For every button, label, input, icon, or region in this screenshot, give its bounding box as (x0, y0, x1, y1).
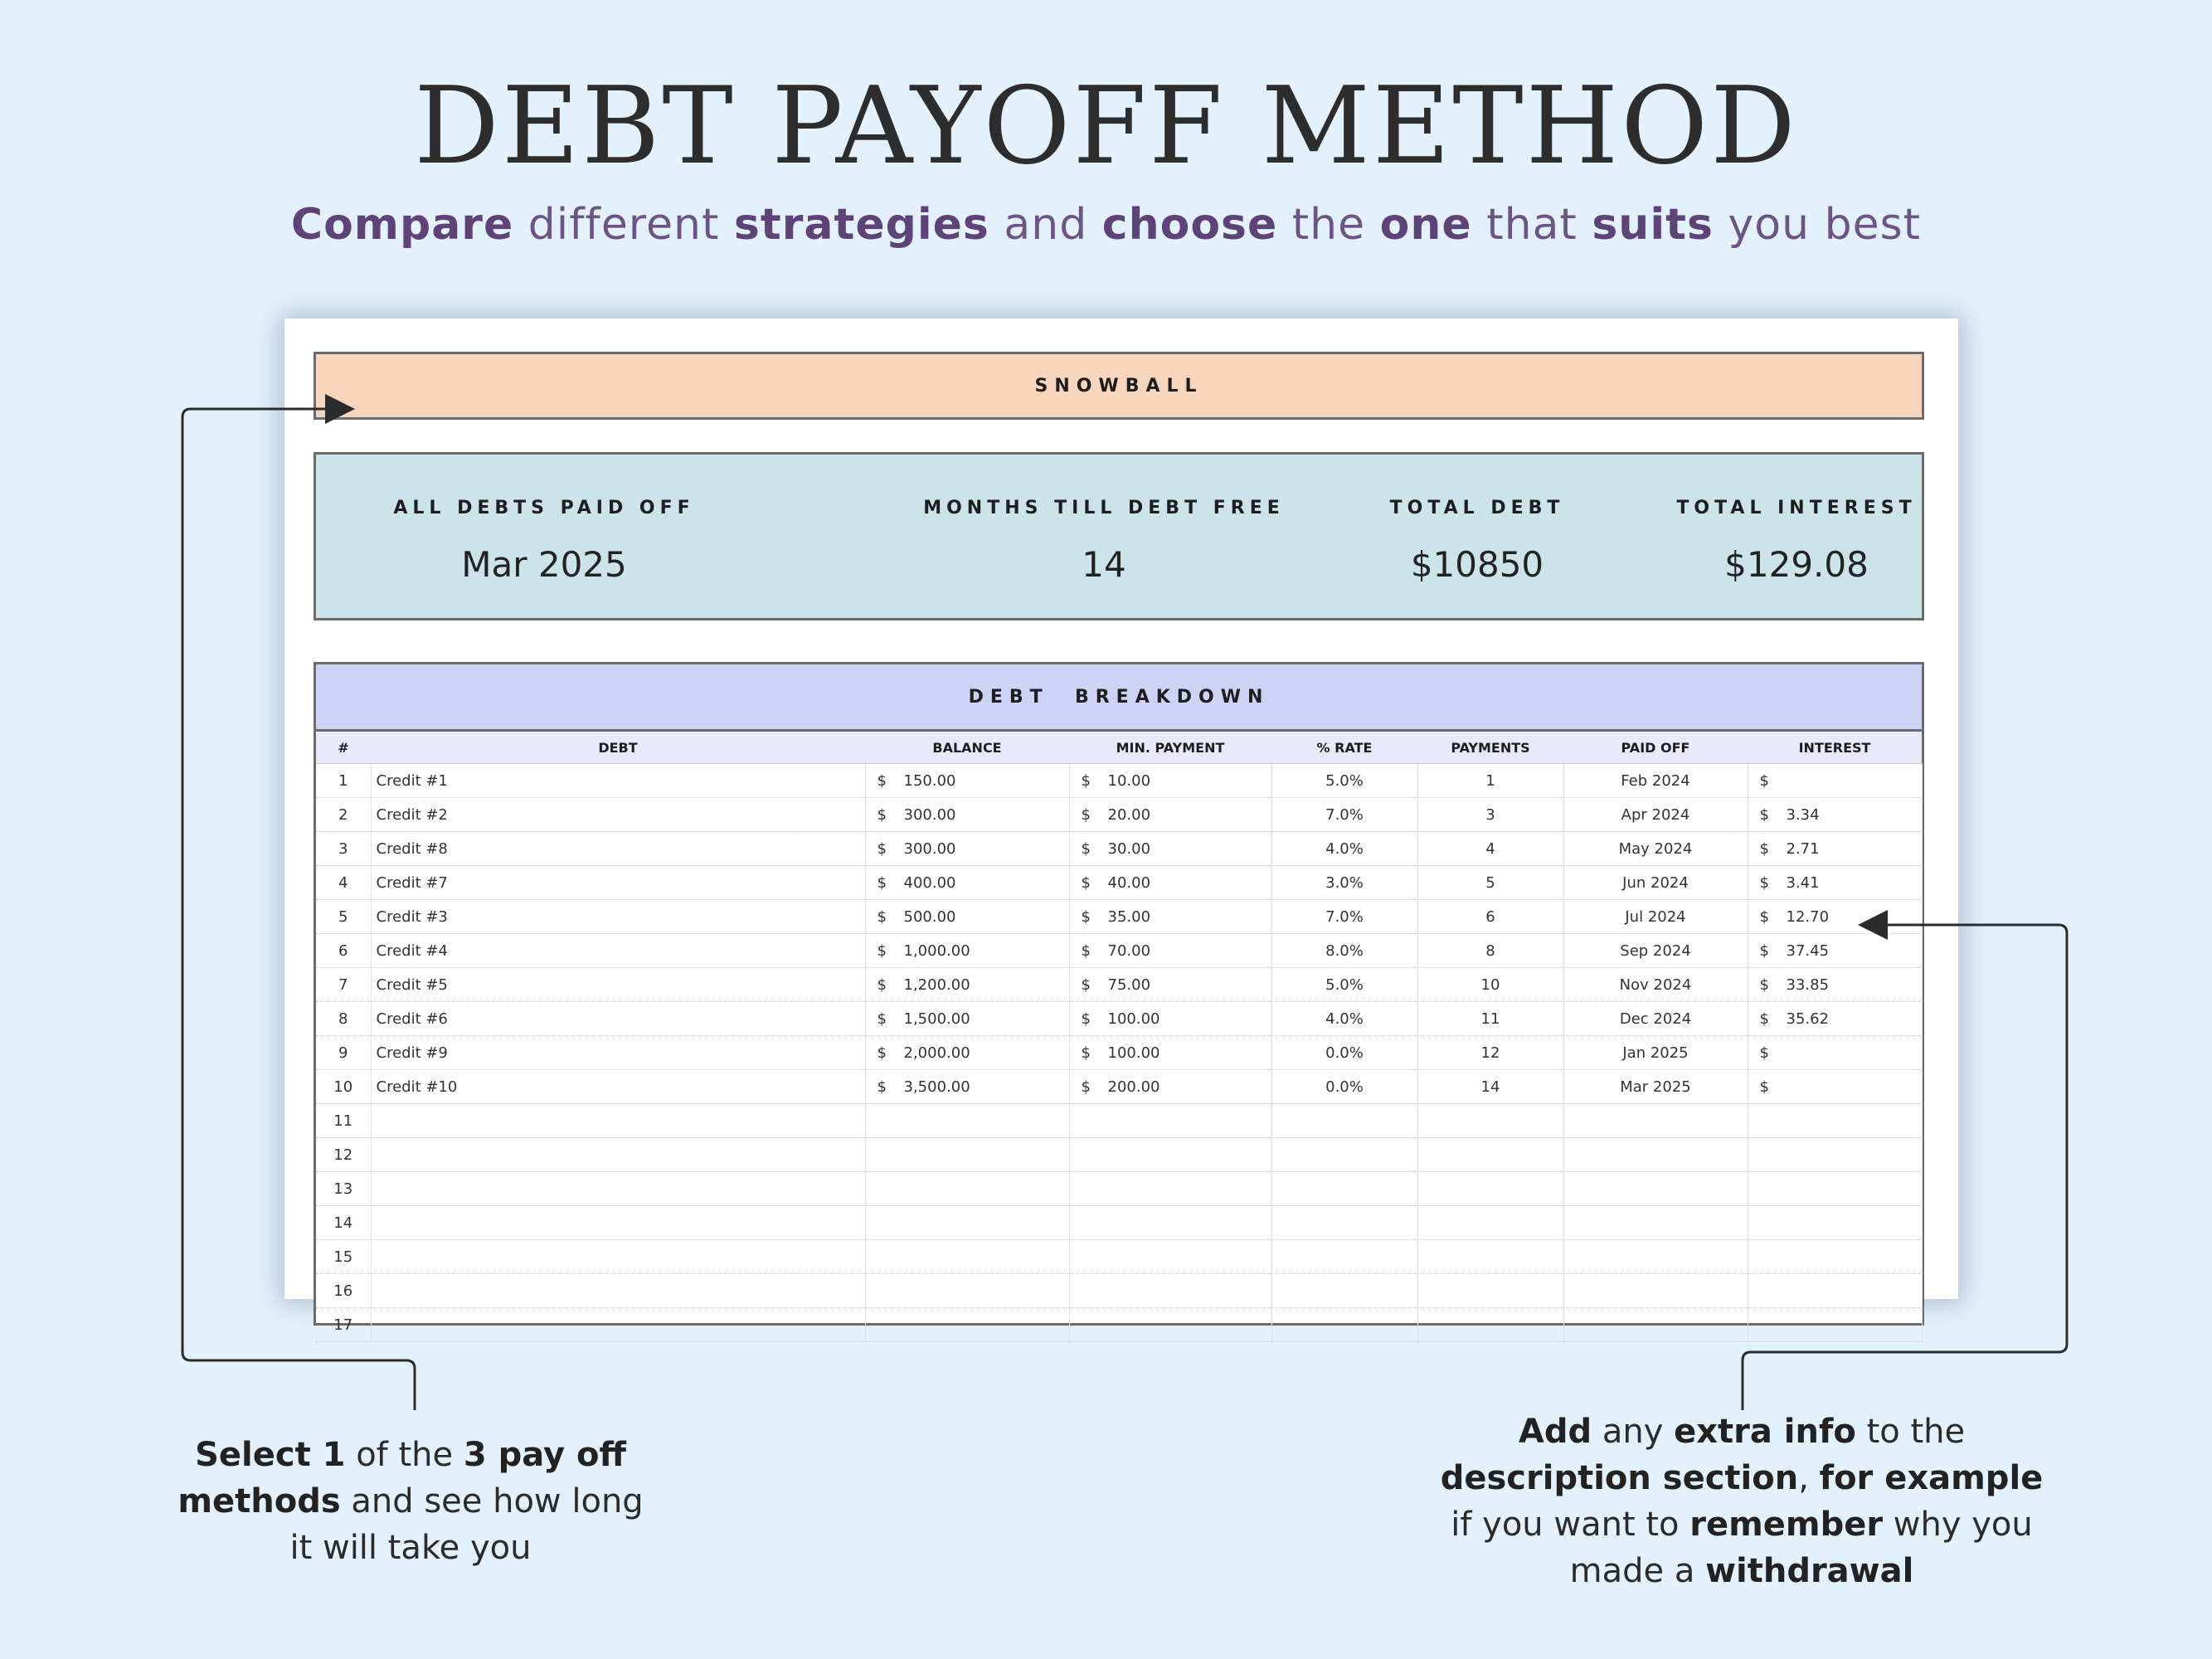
cell-value: 500.00 (903, 907, 956, 926)
cell-debt[interactable]: Credit #8 (371, 832, 865, 866)
currency-symbol: $ (877, 1044, 887, 1062)
cell-rate[interactable]: 4.0% (1271, 832, 1417, 866)
currency-symbol: $ (1081, 1078, 1091, 1096)
cell-payments[interactable]: 3 (1417, 798, 1563, 832)
cell-payments[interactable]: 11 (1417, 1002, 1563, 1036)
cell-value: 10.00 (1107, 771, 1151, 790)
text-segment: different (513, 200, 734, 250)
cell-paid-off[interactable]: Jun 2024 (1563, 866, 1748, 900)
cell-row-number[interactable]: 2 (316, 798, 371, 832)
summary-label: ALL DEBTS PAID OFF (393, 498, 695, 518)
text-segment: that (1471, 200, 1592, 250)
cell-row-number[interactable]: 6 (316, 934, 371, 968)
cell-debt[interactable]: Credit #2 (371, 798, 865, 832)
cell-payments[interactable]: 10 (1417, 968, 1563, 1002)
cell-debt[interactable]: Credit #3 (371, 900, 865, 934)
summary-value: Mar 2025 (461, 544, 627, 585)
cell-payments[interactable]: 14 (1417, 1070, 1563, 1104)
text-segment: description section (1440, 1459, 1799, 1497)
cell-debt[interactable]: Credit #9 (371, 1036, 865, 1070)
cell-row-number[interactable]: 11 (316, 1104, 371, 1138)
cell-rate[interactable]: 4.0% (1271, 1002, 1417, 1036)
cell-value: 2,000.00 (903, 1044, 970, 1062)
right-callout-arrow (1743, 925, 2067, 1410)
column-header: DEBT (371, 732, 865, 764)
cell-paid-off[interactable]: Jul 2024 (1563, 900, 1748, 934)
cell-rate[interactable]: 0.0% (1271, 1070, 1417, 1104)
cell-row-number[interactable]: 3 (316, 832, 371, 866)
currency-symbol: $ (1759, 907, 1769, 926)
cell-debt[interactable]: Credit #6 (371, 1002, 865, 1036)
cell-row-number[interactable]: 14 (316, 1206, 371, 1240)
cell-row-number[interactable]: 10 (316, 1070, 371, 1104)
cell-row-number[interactable]: 5 (316, 900, 371, 934)
cell-value: 200.00 (1107, 1078, 1160, 1096)
currency-symbol: $ (1759, 1010, 1769, 1028)
cell-paid-off[interactable]: Dec 2024 (1563, 1002, 1748, 1036)
text-segment: the (1277, 200, 1380, 250)
text-segment: Compare (290, 200, 514, 250)
currency-symbol: $ (1081, 975, 1091, 994)
cell-row-number[interactable]: 17 (316, 1308, 371, 1342)
column-header: % RATE (1271, 732, 1417, 764)
cell-paid-off[interactable]: May 2024 (1563, 832, 1748, 866)
cell-value: 12.70 (1786, 907, 1830, 926)
cell-debt[interactable]: Credit #5 (371, 968, 865, 1002)
cell-value: 1,500.00 (903, 1010, 970, 1028)
cell-value: 100.00 (1107, 1044, 1160, 1062)
column-header: BALANCE (865, 732, 1069, 764)
summary-label: TOTAL INTEREST (1676, 498, 1917, 518)
currency-symbol: $ (1759, 1044, 1769, 1062)
text-segment: why you made a (1569, 1506, 2033, 1590)
cell-value: 300.00 (903, 805, 956, 824)
text-segment: Select 1 (195, 1436, 346, 1474)
currency-symbol: $ (877, 1078, 887, 1096)
cell-payments[interactable]: 4 (1417, 832, 1563, 866)
cell-row-number[interactable]: 15 (316, 1240, 371, 1274)
column-header: MIN. PAYMENT (1069, 732, 1271, 764)
cell-value: 3,500.00 (903, 1078, 970, 1096)
cell-value: 33.85 (1786, 975, 1830, 994)
cell-value: 1,000.00 (903, 941, 970, 960)
cell-payments[interactable]: 6 (1417, 900, 1563, 934)
cell-payments[interactable]: 1 (1417, 764, 1563, 798)
text-segment: if you want to (1451, 1506, 1690, 1544)
currency-symbol: $ (1081, 1010, 1091, 1028)
currency-symbol: $ (1759, 941, 1769, 960)
cell-value: 2.71 (1786, 839, 1820, 858)
text-segment: 3 pay off methods (177, 1436, 626, 1520)
currency-symbol: $ (877, 1010, 887, 1028)
summary-value: $129.08 (1724, 544, 1869, 585)
cell-paid-off[interactable]: Nov 2024 (1563, 968, 1748, 1002)
cell-row-number[interactable]: 1 (316, 764, 371, 798)
cell-row-number[interactable]: 4 (316, 866, 371, 900)
currency-symbol: $ (1759, 771, 1769, 790)
currency-symbol: $ (1081, 941, 1091, 960)
cell-payments[interactable]: 12 (1417, 1036, 1563, 1070)
text-segment: one (1379, 200, 1472, 250)
cell-row-number[interactable]: 12 (316, 1138, 371, 1172)
column-header: PAID OFF (1563, 732, 1748, 764)
currency-symbol: $ (1759, 873, 1769, 892)
cell-value: 20.00 (1107, 805, 1151, 824)
currency-symbol: $ (1081, 873, 1091, 892)
cell-rate[interactable]: 7.0% (1271, 798, 1417, 832)
text-segment: you best (1713, 200, 1922, 250)
cell-value: 1,200.00 (903, 975, 970, 994)
cell-value: 3.34 (1786, 805, 1820, 824)
text-segment: suits (1592, 200, 1714, 250)
right-caption (1427, 1408, 2057, 1594)
text-segment: and (989, 200, 1102, 250)
cell-paid-off[interactable]: Feb 2024 (1563, 764, 1748, 798)
cell-value: 30.00 (1107, 839, 1151, 858)
cell-payments[interactable]: 5 (1417, 866, 1563, 900)
left-callout-arrow (182, 409, 415, 1410)
cell-value: 3.41 (1786, 873, 1820, 892)
cell-value: 400.00 (903, 873, 956, 892)
text-segment: , (1798, 1459, 1820, 1497)
text-segment: any (1592, 1413, 1675, 1451)
currency-symbol: $ (1759, 1078, 1769, 1096)
cell-debt[interactable]: Credit #10 (371, 1070, 865, 1104)
currency-symbol: $ (1759, 839, 1769, 858)
cell-value: 40.00 (1107, 873, 1151, 892)
currency-symbol: $ (877, 975, 887, 994)
text-segment: Add (1518, 1413, 1592, 1451)
text-segment: to the (1855, 1413, 1966, 1451)
cell-value: 150.00 (903, 771, 956, 790)
text-segment: extra info (1674, 1413, 1856, 1451)
cell-rate[interactable]: 5.0% (1271, 764, 1417, 798)
cell-paid-off[interactable]: Mar 2025 (1563, 1070, 1748, 1104)
cell-value: 75.00 (1107, 975, 1151, 994)
cell-row-number[interactable]: 7 (316, 968, 371, 1002)
currency-symbol: $ (877, 839, 887, 858)
text-segment: remember (1689, 1506, 1884, 1544)
currency-symbol: $ (1081, 805, 1091, 824)
cell-value: 70.00 (1107, 941, 1151, 960)
cell-row-number[interactable]: 9 (316, 1036, 371, 1070)
text-segment: for example (1819, 1459, 2044, 1497)
cell-value: 35.00 (1107, 907, 1151, 926)
cell-rate[interactable]: 0.0% (1271, 1036, 1417, 1070)
currency-symbol: $ (1759, 975, 1769, 994)
currency-symbol: $ (877, 941, 887, 960)
summary-value: $10850 (1410, 544, 1544, 585)
currency-symbol: $ (877, 907, 887, 926)
text-segment: choose (1101, 200, 1278, 250)
method-label: SNOWBALL (1034, 375, 1203, 397)
column-header: PAYMENTS (1417, 732, 1563, 764)
cell-rate[interactable]: 5.0% (1271, 968, 1417, 1002)
text-segment: withdrawal (1705, 1552, 1914, 1590)
currency-symbol: $ (877, 873, 887, 892)
cell-row-number[interactable]: 13 (316, 1172, 371, 1206)
cell-value: 100.00 (1107, 1010, 1160, 1028)
summary-label: TOTAL DEBT (1389, 498, 1565, 518)
summary-label: MONTHS TILL DEBT FREE (923, 498, 1285, 518)
cell-payments[interactable]: 8 (1417, 934, 1563, 968)
breakdown-title: DEBT BREAKDOWN (968, 686, 1270, 708)
cell-row-number[interactable]: 8 (316, 1002, 371, 1036)
cell-paid-off[interactable]: Apr 2024 (1563, 798, 1748, 832)
currency-symbol: $ (1081, 839, 1091, 858)
currency-symbol: $ (1081, 907, 1091, 926)
cell-debt[interactable]: Credit #4 (371, 934, 865, 968)
cell-value: 300.00 (903, 839, 956, 858)
cell-paid-off[interactable]: Sep 2024 (1563, 934, 1748, 968)
cell-value: 35.62 (1786, 1010, 1830, 1028)
currency-symbol: $ (877, 771, 887, 790)
cell-row-number[interactable]: 16 (316, 1274, 371, 1308)
currency-symbol: $ (1759, 805, 1769, 824)
currency-symbol: $ (1081, 1044, 1091, 1062)
column-header: INTEREST (1748, 732, 1922, 764)
summary-value: 14 (1082, 544, 1126, 585)
text-segment: and see how long it will take you (289, 1482, 644, 1567)
cell-rate[interactable]: 7.0% (1271, 900, 1417, 934)
cell-value: 37.45 (1786, 941, 1830, 960)
cell-paid-off[interactable]: Jan 2025 (1563, 1036, 1748, 1070)
left-caption (166, 1432, 655, 1571)
text-segment: of the (345, 1436, 464, 1474)
cell-rate[interactable]: 8.0% (1271, 934, 1417, 968)
currency-symbol: $ (877, 805, 887, 824)
page-title: DEBT PAYOFF METHOD (414, 65, 1798, 188)
cell-debt[interactable]: Credit #1 (371, 764, 865, 798)
column-header: # (316, 732, 371, 764)
cell-rate[interactable]: 3.0% (1271, 866, 1417, 900)
cell-debt[interactable]: Credit #7 (371, 866, 865, 900)
currency-symbol: $ (1081, 771, 1091, 790)
text-segment: strategies (733, 200, 989, 250)
